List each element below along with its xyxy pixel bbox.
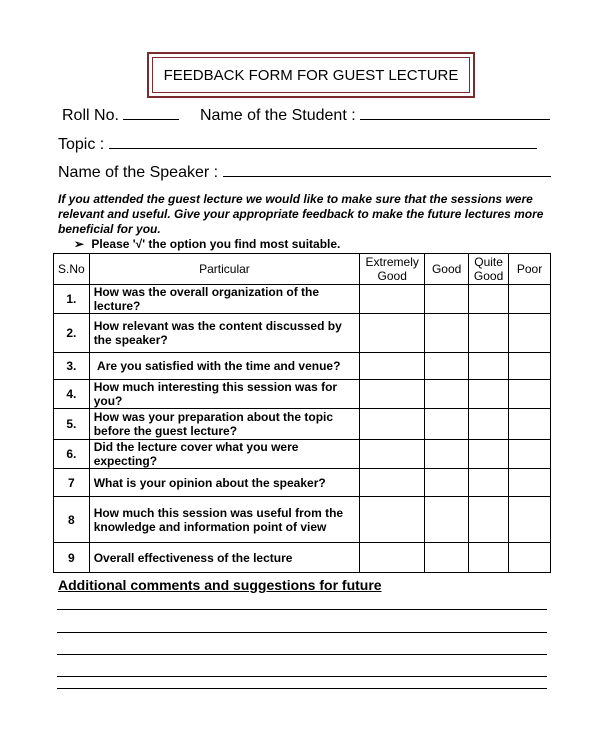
row-number: 4. [54,380,90,409]
rating-cell-extremely-good[interactable] [360,314,425,353]
rating-cell-quite-good[interactable] [469,440,509,469]
rating-cell-quite-good[interactable] [469,409,509,440]
row-question: How was the overall organization of the lecture? [89,285,360,314]
header-good: Good [425,254,469,285]
intro-text: If you attended the guest lecture we would like to make sure that the sessions were relevant and useful. Give your appropriate feedback to make the future lectures more beneficial for you. [58,192,544,236]
rating-cell-extremely-good[interactable] [360,469,425,497]
header-particular: Particular [89,254,360,285]
rating-cell-quite-good[interactable] [469,353,509,380]
roll-no-line[interactable] [123,119,179,120]
speaker-name-field [58,164,551,182]
feedback-table [53,253,551,573]
rating-cell-good[interactable] [425,314,469,353]
title-box [147,52,475,98]
row-number: 7 [54,469,90,497]
row-question: How much this session was useful from the knowledge and information point of view [89,497,360,543]
student-name-line[interactable] [360,119,550,120]
table-row [54,497,551,543]
topic-label: Topic : [58,136,105,153]
table-header-row [54,254,551,285]
comment-line[interactable] [57,676,547,677]
rating-cell-extremely-good[interactable] [360,497,425,543]
rating-cell-good[interactable] [425,285,469,314]
rating-cell-quite-good[interactable] [469,469,509,497]
row-question: How was your preparation about the topic before the guest lecture? [89,409,360,440]
row-number: 2. [54,314,90,353]
rating-cell-quite-good[interactable] [469,497,509,543]
table-row [54,285,551,314]
instruction [74,237,340,251]
rating-cell-extremely-good[interactable] [360,353,425,380]
row-question: Are you satisfied with the time and venue? [89,353,360,380]
rating-cell-poor[interactable] [509,497,551,543]
row-number: 8 [54,497,90,543]
rating-cell-poor[interactable] [509,285,551,314]
rating-cell-extremely-good[interactable] [360,440,425,469]
arrow-bullet-icon: ➢ [74,237,85,251]
rating-cell-extremely-good[interactable] [360,409,425,440]
rating-cell-poor[interactable] [509,469,551,497]
comments-heading: Additional comments and suggestions for future [58,577,382,593]
topic-field [58,136,537,154]
row-question: Did the lecture cover what you were expecting? [89,440,360,469]
roll-no-field [62,107,179,125]
table-row [54,380,551,409]
student-name-label: Name of the Student : [200,107,356,124]
header-sno: S.No [54,254,90,285]
table-row [54,440,551,469]
rating-cell-good[interactable] [425,543,469,573]
rating-cell-quite-good[interactable] [469,314,509,353]
rating-cell-quite-good[interactable] [469,285,509,314]
rating-cell-extremely-good[interactable] [360,380,425,409]
rating-cell-poor[interactable] [509,380,551,409]
row-number: 3. [54,353,90,380]
rating-cell-poor[interactable] [509,314,551,353]
speaker-name-line[interactable] [223,176,551,177]
row-number: 9 [54,543,90,573]
instruction-text: Please '√' the option you find most suitable. [91,237,341,251]
header-quite-good: Quite Good [469,254,509,285]
rating-cell-good[interactable] [425,353,469,380]
rating-cell-good[interactable] [425,469,469,497]
row-number: 5. [54,409,90,440]
table-row [54,314,551,353]
table-row [54,353,551,380]
rating-cell-quite-good[interactable] [469,543,509,573]
rating-cell-poor[interactable] [509,543,551,573]
rating-cell-extremely-good[interactable] [360,543,425,573]
rating-cell-poor[interactable] [509,409,551,440]
roll-no-label: Roll No. [62,107,119,124]
rating-cell-poor[interactable] [509,440,551,469]
rating-cell-quite-good[interactable] [469,380,509,409]
rating-cell-poor[interactable] [509,353,551,380]
comment-line[interactable] [57,688,547,689]
header-poor: Poor [509,254,551,285]
rating-cell-good[interactable] [425,409,469,440]
rating-cell-extremely-good[interactable] [360,285,425,314]
form-title: FEEDBACK FORM FOR GUEST LECTURE [152,57,470,93]
comment-line[interactable] [57,609,547,610]
header-extremely-good: Extremely Good [360,254,425,285]
student-name-field [200,107,550,125]
row-number: 6. [54,440,90,469]
rating-cell-good[interactable] [425,497,469,543]
rating-cell-good[interactable] [425,440,469,469]
rating-cell-good[interactable] [425,380,469,409]
row-question: Overall effectiveness of the lecture [89,543,360,573]
table-row [54,469,551,497]
speaker-name-label: Name of the Speaker : [58,164,219,181]
table-row [54,543,551,573]
topic-line[interactable] [109,148,537,149]
row-question: How relevant was the content discussed by the speaker? [89,314,360,353]
row-question: What is your opinion about the speaker? [89,469,360,497]
comment-line[interactable] [57,654,547,655]
row-question: How much interesting this session was for you? [89,380,360,409]
table-row [54,409,551,440]
row-number: 1. [54,285,90,314]
comment-line[interactable] [57,632,547,633]
